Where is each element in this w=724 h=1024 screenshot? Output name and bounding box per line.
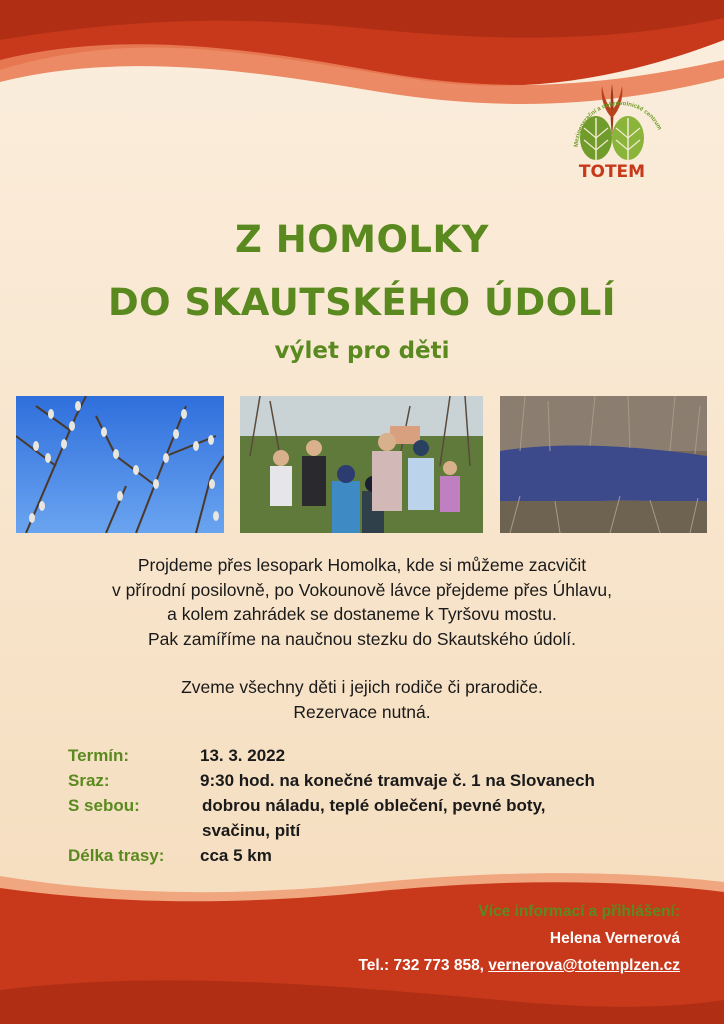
meet-value: 9:30 hod. na konečné tramvaje č. 1 na Slovanech <box>200 771 595 790</box>
logo-subtitle-arc <box>570 92 670 172</box>
bring-label: S sebou: <box>68 796 140 815</box>
contact-name: Helena Vernerová <box>549 930 680 947</box>
detail-row-term <box>68 743 708 768</box>
detail-row-bring <box>68 793 708 818</box>
description-line: Projdeme přes lesopark Homolka, kde si můžeme zacvičit <box>137 555 587 575</box>
term-value: 13. 3. 2022 <box>200 746 286 765</box>
logo-name: TOTEM <box>578 162 646 182</box>
term-label: Termín: <box>68 746 130 765</box>
event-details <box>68 743 708 868</box>
detail-row-length <box>68 843 708 868</box>
photo-willow-catkins <box>16 396 224 533</box>
description-line: v přírodní posilovně, po Vokounově lávce přejdeme přes Úhlavu, <box>111 579 612 600</box>
title-line-2: DO SKAUTSKÉHO ÚDOLÍ <box>107 281 617 324</box>
detail-row-bring-continued <box>68 818 708 843</box>
invite-line: Zveme všechny děti i jejich rodiče či prarodiče. <box>181 677 543 697</box>
meet-label: Sraz: <box>68 771 110 790</box>
contact-line <box>358 957 680 975</box>
description-line: Pak zamíříme na naučnou stezku do Skautského údolí. <box>147 628 577 649</box>
length-value: cca 5 km <box>200 846 272 865</box>
description-paragraph <box>0 553 724 651</box>
invite-line: Rezervace nutná. <box>293 701 431 722</box>
length-label: Délka trasy: <box>68 846 165 865</box>
bring-value-continued: svačinu, pití <box>202 821 301 840</box>
title-line-1: Z HOMOLKY <box>235 218 489 261</box>
photo-children-group <box>240 396 483 533</box>
email-link[interactable]: vernerova@totemplzen.cz <box>488 957 680 974</box>
description-line: a kolem zahrádek se dostaneme k Tyršovu mostu. <box>167 604 557 624</box>
contact-phone: Tel.: 732 773 858, <box>358 957 489 974</box>
invite-paragraph <box>0 675 724 724</box>
bring-value: dobrou náladu, teplé oblečení, pevné boty, <box>202 796 546 815</box>
svg-text:Mezigenerační a dobrovolnické <box>574 101 662 147</box>
info-heading: Více informací a přihlášení: <box>478 903 680 920</box>
photo-river <box>500 396 707 533</box>
subtitle: výlet pro děti <box>274 338 450 364</box>
logo-subtitle: Mezigenerační a dobrovolnické centrum <box>573 100 663 148</box>
detail-row-meet <box>68 768 708 793</box>
